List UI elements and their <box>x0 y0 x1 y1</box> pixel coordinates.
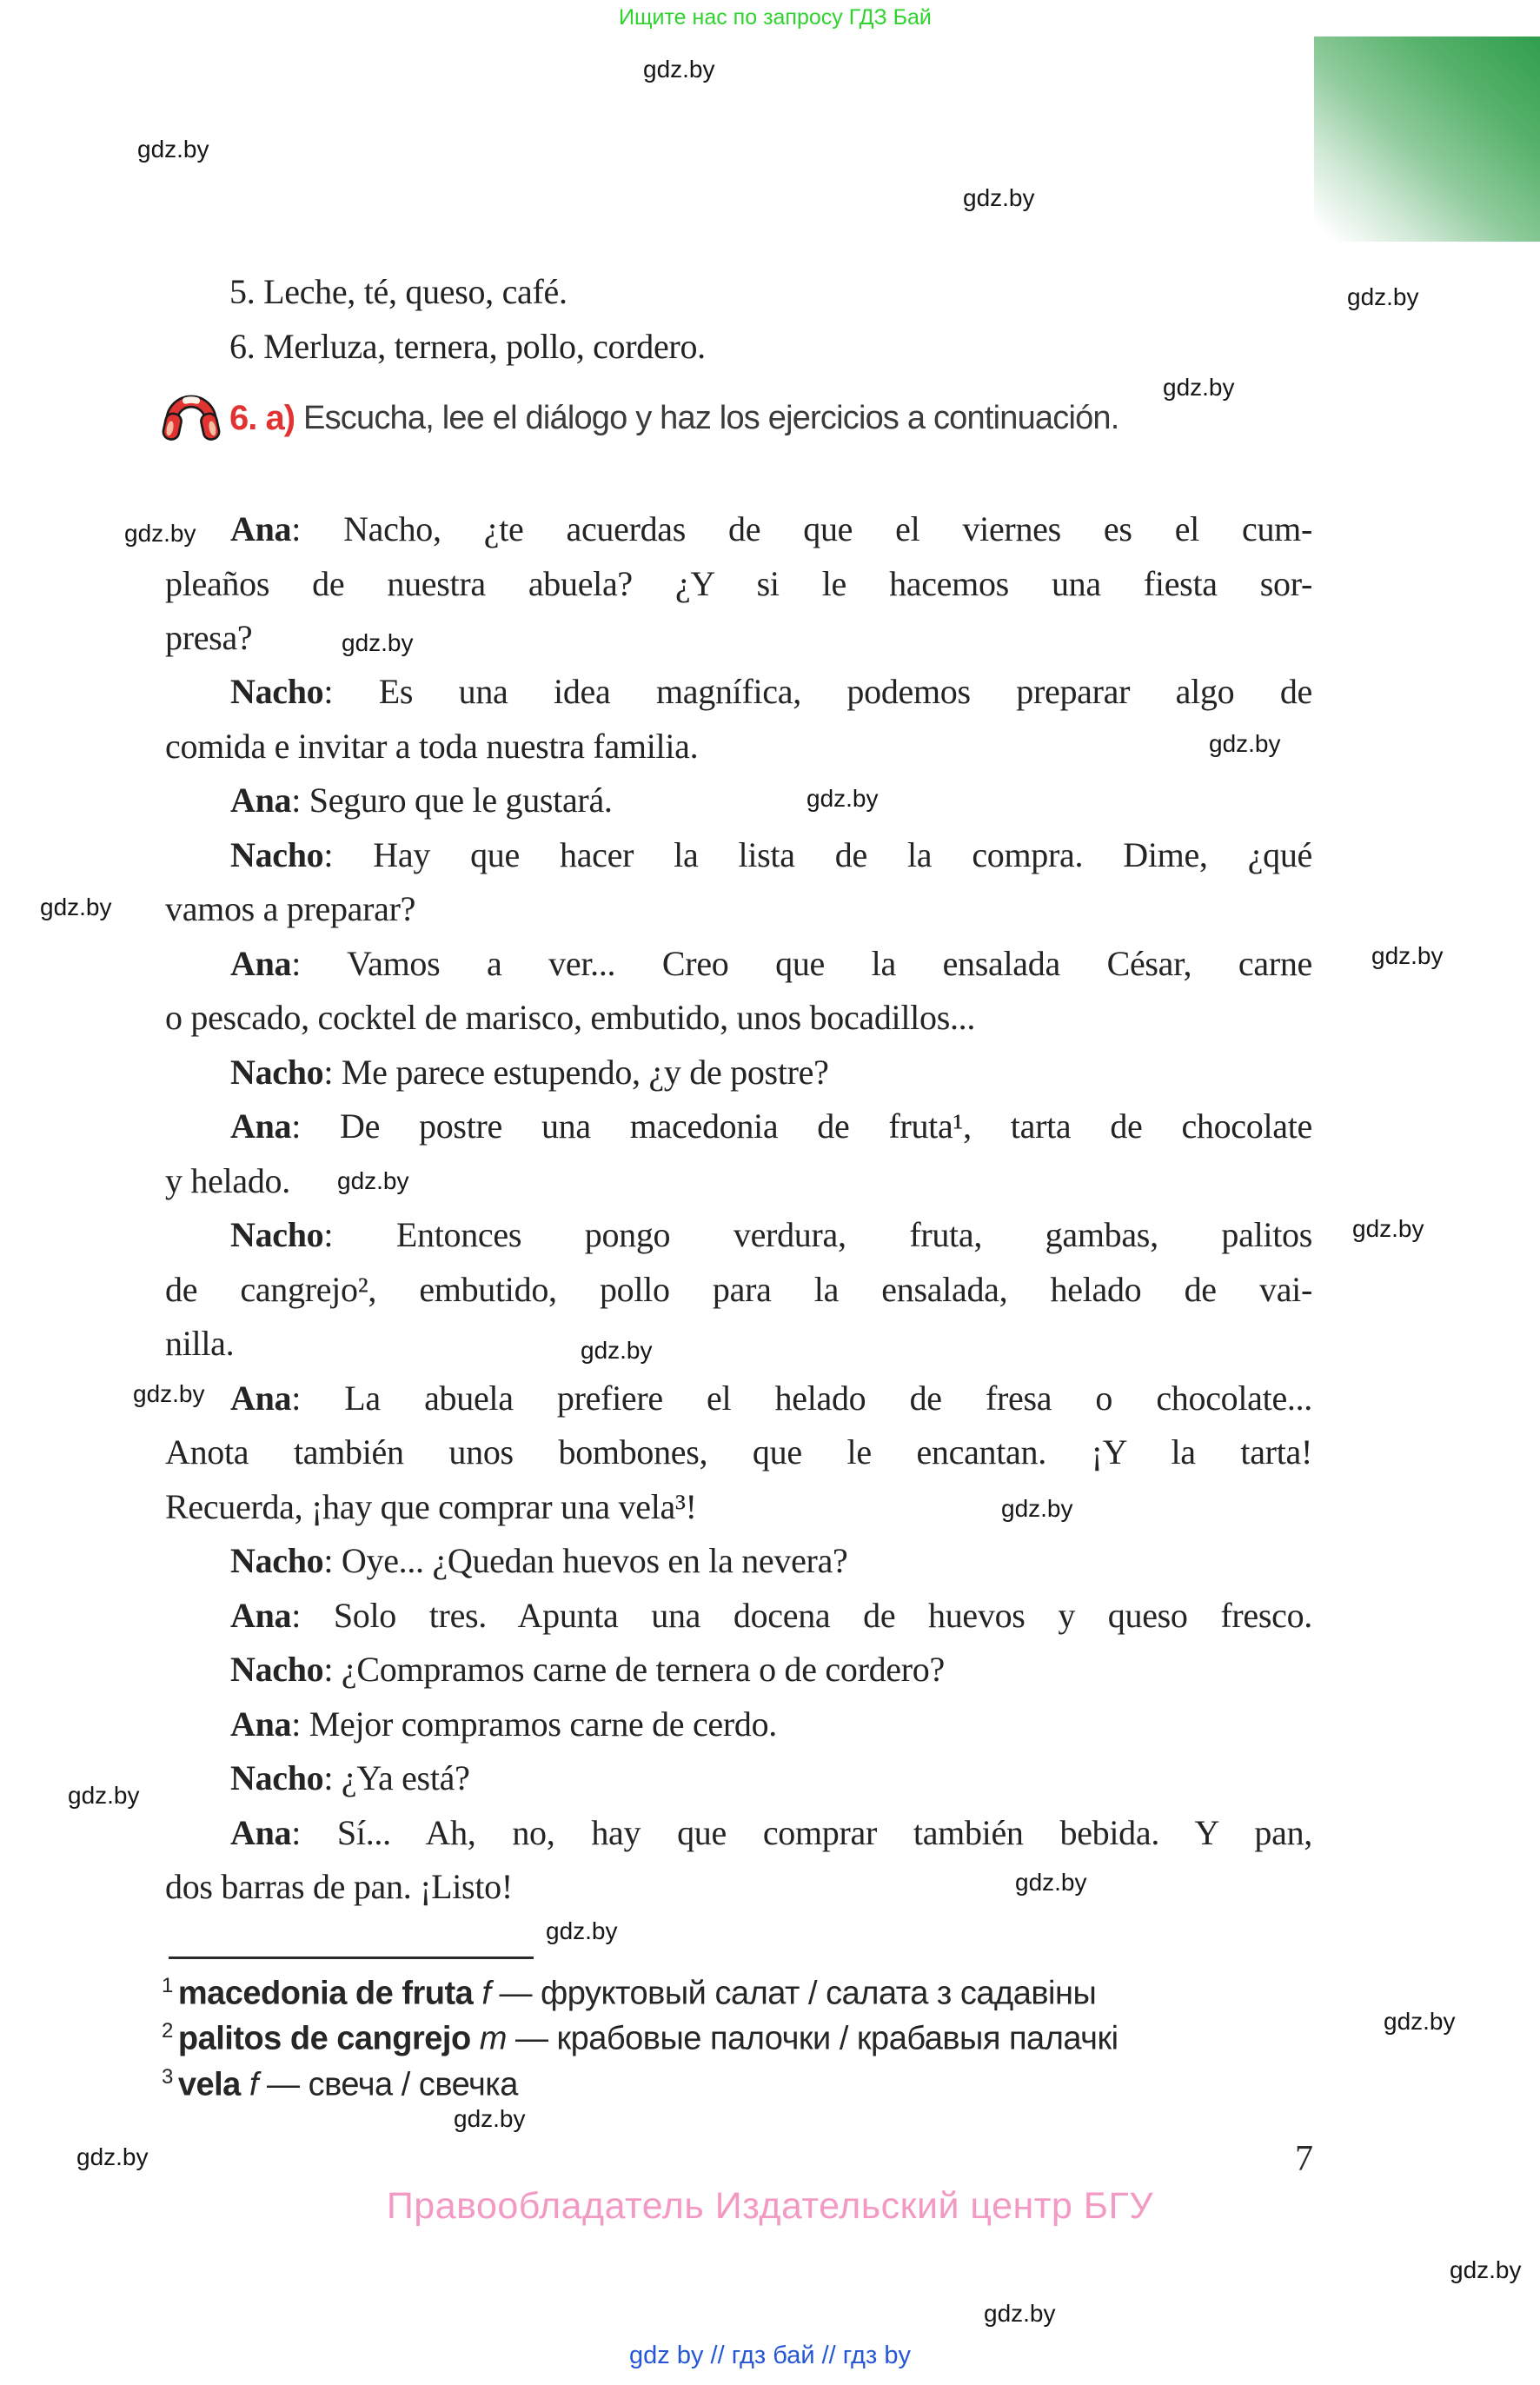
speaker-name: Ana <box>230 781 292 820</box>
footnote-separator: — <box>490 1975 541 2012</box>
watermark: gdz.by <box>643 56 715 83</box>
footnote-1 <box>162 1976 1096 2010</box>
watermark: gdz.by <box>1163 374 1235 401</box>
dialogue-text: : ¿Compramos carne de ternera o de cordero? <box>323 1650 945 1689</box>
dialogue-text: : Vamos a ver... Creo que la ensalada César, carne <box>291 944 1312 983</box>
footnote-separator: — <box>506 2020 557 2057</box>
footnote-translation: крабовые палочки / крабавыя палачкі <box>556 2020 1118 2057</box>
dialogue-text: y helado. <box>165 1161 290 1200</box>
green-gradient-box <box>1314 37 1540 242</box>
exercise-header <box>162 388 1119 448</box>
dialogue-line <box>230 1106 1312 1146</box>
watermark: gdz.by <box>76 2143 149 2170</box>
speaker-name: Nacho <box>230 1541 324 1580</box>
page-number: 7 <box>1295 2139 1313 2179</box>
dialogue-text: : La abuela prefiere el helado de fresa o chocolate... <box>291 1379 1312 1418</box>
exercise-instruction: Escucha, lee el diálogo y haz los ejercicios a continuación. <box>303 399 1119 436</box>
dialogue-line <box>165 1161 1312 1200</box>
footnote-2 <box>162 2021 1118 2056</box>
headphones-icon <box>162 388 221 449</box>
footnote-gender: f <box>249 2066 258 2103</box>
footnote-term: macedonia de fruta <box>177 1975 474 2012</box>
dialogue-text: o pescado, cocktel de marisco, embutido, unos bocadillos... <box>165 998 976 1037</box>
dialogue-text: : Me parece estupendo, ¿y de postre? <box>323 1053 829 1092</box>
dialogue-line <box>230 1541 1312 1580</box>
watermark: gdz.by <box>1352 1215 1424 1242</box>
exercise-number: 6. a) <box>229 398 295 437</box>
watermark: gdz.by <box>963 184 1035 211</box>
watermark: gdz.by <box>1001 1495 1073 1522</box>
dialogue-line <box>230 944 1312 983</box>
dialogue-line <box>165 729 1312 764</box>
speaker-name: Nacho <box>230 835 324 874</box>
dialogue-line <box>230 1758 1312 1797</box>
dialogue-line <box>165 1000 1312 1035</box>
dialogue-line <box>165 564 1312 603</box>
dialogue-line <box>230 1598 1312 1633</box>
watermark: gdz.by <box>337 1167 409 1194</box>
speaker-name: Nacho <box>230 1053 324 1092</box>
dialogue-text: : Solo tres. Apunta una docena de huevos y queso fresco. <box>291 1596 1312 1635</box>
dialogue-text: : Es una idea magnífica, podemos preparar algo de <box>323 672 1312 711</box>
footnote-sup: 3 <box>162 2065 173 2089</box>
dialogue-line <box>230 783 1312 818</box>
dialogue-line <box>230 1381 1312 1416</box>
footnote-term: palitos de cangrejo <box>177 2020 471 2057</box>
footnote-sup: 2 <box>162 2019 173 2043</box>
speaker-name: Nacho <box>230 672 324 711</box>
dialogue-text: : De postre una macedonia de fruta¹, tarta de chocolate <box>291 1106 1312 1146</box>
watermark: gdz.by <box>133 1380 205 1407</box>
dialogue-line <box>230 1813 1312 1852</box>
dialogue-line <box>230 509 1312 548</box>
dialogue-line <box>165 618 1312 657</box>
footnote-term: vela <box>177 2066 241 2103</box>
watermark: gdz.by <box>68 1782 140 1809</box>
footnote-sup: 1 <box>162 1974 173 1997</box>
dialogue-line <box>165 1867 1312 1906</box>
dialogue-text: Recuerda, ¡hay que comprar una vela³! <box>165 1487 697 1526</box>
promo-banner: Ищите нас по запросу ГДЗ Бай <box>619 5 932 30</box>
dialogue-text: Anota también unos bombones, que le encantan. ¡Y la tarta! <box>165 1432 1312 1472</box>
watermark: gdz.by <box>1371 942 1444 969</box>
watermark: gdz.by <box>984 2300 1056 2327</box>
dialogue-text: nilla. <box>165 1324 235 1363</box>
watermark: gdz.by <box>1015 1869 1087 1896</box>
speaker-name: Ana <box>230 509 292 548</box>
footnote-translation: фруктовый салат / салата з садавіны <box>541 1975 1097 2012</box>
speaker-name: Ana <box>230 1106 292 1146</box>
watermark: gdz.by <box>807 785 879 812</box>
speaker-name: Nacho <box>230 1650 324 1689</box>
list-item-6: 6. Merluza, ternera, pollo, cordero. <box>229 327 706 366</box>
dialogue-line <box>165 1432 1312 1472</box>
dialogue-line <box>165 889 1312 928</box>
dialogue-line <box>230 674 1312 709</box>
footnote-translation: свеча / свечка <box>308 2066 518 2103</box>
watermark: gdz.by <box>1347 283 1419 310</box>
dialogue-text: comida e invitar a toda nuestra familia. <box>165 727 699 766</box>
dialogue-text: vamos a preparar? <box>165 889 416 928</box>
speaker-name: Ana <box>230 1379 292 1418</box>
list-item-5: 5. Leche, té, queso, café. <box>229 272 568 311</box>
dialogue-text: : Hay que hacer la lista de la compra. Dime, ¿qué <box>323 835 1312 874</box>
footnote-3 <box>162 2067 518 2102</box>
speaker-name: Nacho <box>230 1758 324 1797</box>
dialogue-text: : Entonces pongo verdura, fruta, gambas, palitos <box>323 1215 1312 1254</box>
speaker-name: Ana <box>230 1704 292 1744</box>
copyright-line: Правообладатель Издательский центр БГУ <box>386 2185 1154 2227</box>
watermark: gdz.by <box>1209 730 1281 757</box>
watermark: gdz.by <box>454 2105 526 2132</box>
speaker-name: Ana <box>230 944 292 983</box>
speaker-name: Nacho <box>230 1215 324 1254</box>
watermark: gdz.by <box>1450 2256 1522 2283</box>
dialogue-text: : ¿Ya está? <box>323 1758 470 1797</box>
dialogue-text: dos barras de pan. ¡Listo! <box>165 1867 513 1906</box>
dialogue-text: presa? <box>165 618 253 657</box>
dialogue-line <box>230 1704 1312 1744</box>
dialogue-line <box>230 1055 1312 1090</box>
footnote-divider <box>169 1956 534 1959</box>
dialogue-text: : Mejor compramos carne de cerdo. <box>291 1704 777 1744</box>
dialogue-line <box>165 1487 1312 1526</box>
dialogue-line <box>165 1272 1312 1307</box>
dialogue-text: pleaños de nuestra abuela? ¿Y si le hacemos una fiesta sor- <box>165 564 1312 603</box>
dialogue-text: : Sí... Ah, no, hay que comprar también bebida. Y pan, <box>291 1813 1312 1852</box>
dialogue-text: : Oye... ¿Quedan huevos en la nevera? <box>323 1541 848 1580</box>
watermark: gdz.by <box>342 629 414 656</box>
watermark: gdz.by <box>581 1337 653 1364</box>
footnote-gender: m <box>479 2020 507 2057</box>
footnote-separator: — <box>257 2066 309 2103</box>
watermark: gdz.by <box>137 136 209 163</box>
dialogue-line <box>230 1652 1312 1687</box>
footer-links[interactable]: gdz by // гдз бай // гдз by <box>629 2342 911 2369</box>
dialogue-line <box>165 1324 1312 1364</box>
dialogue-text: de cangrejo², embutido, pollo para la ensalada, helado de vai- <box>165 1270 1312 1309</box>
dialogue-line <box>230 835 1312 874</box>
watermark: gdz.by <box>40 894 112 920</box>
dialogue-text: : Nacho, ¿te acuerdas de que el viernes es el cum- <box>291 509 1312 548</box>
watermark: gdz.by <box>1384 2008 1456 2035</box>
watermark: gdz.by <box>124 520 196 547</box>
speaker-name: Ana <box>230 1813 292 1852</box>
footnote-gender: f <box>481 1975 491 2012</box>
speaker-name: Ana <box>230 1596 292 1635</box>
dialogue-line <box>230 1215 1312 1254</box>
dialogue-text: : Seguro que le gustará. <box>291 781 613 820</box>
watermark: gdz.by <box>546 1917 618 1944</box>
